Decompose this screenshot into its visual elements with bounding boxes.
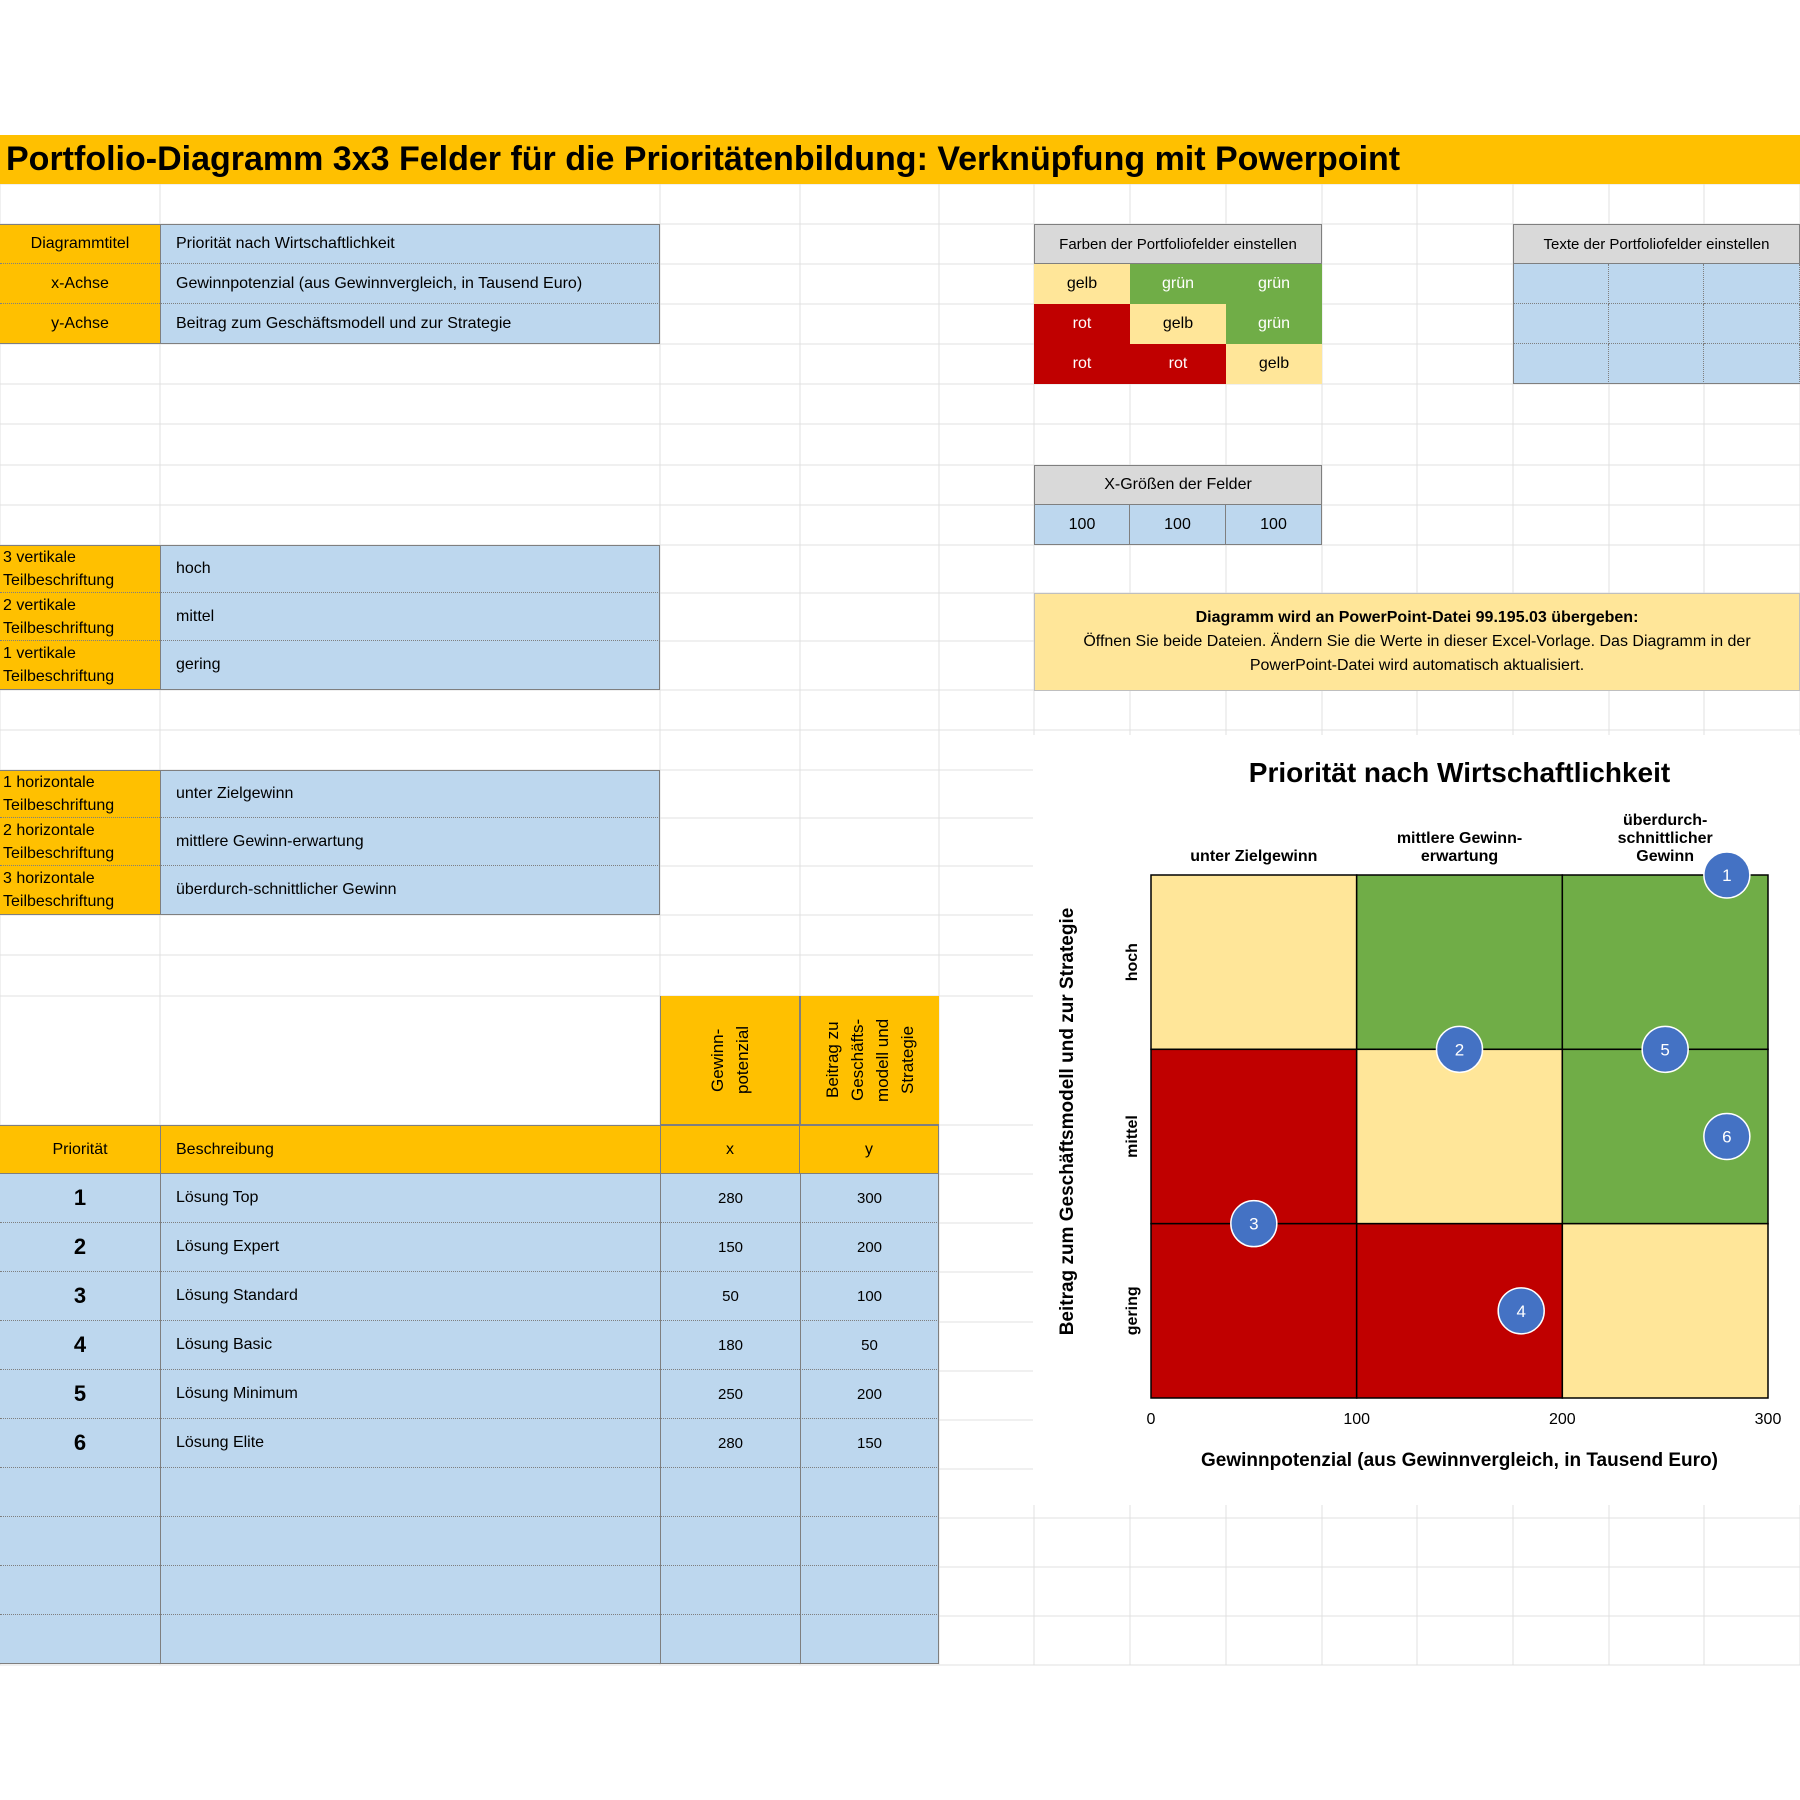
text-field-r2-c2[interactable] [1609,304,1704,344]
table-cell-x[interactable] [660,1566,800,1615]
portfolio-cell-r3-c1 [1151,1224,1357,1398]
table-cell-y[interactable]: 100 [800,1272,939,1321]
color-field-r2-c1[interactable]: rot [1034,304,1130,344]
portfolio-cell-r2-c1 [1151,1049,1357,1223]
note-line1: Diagramm wird an PowerPoint-Datei 99.195.03 übergeben: [1195,609,1639,626]
column-label-3-line-2: schnittlicher [1617,830,1713,847]
x-tick-label-300: 300 [1754,1411,1782,1428]
row-label-gering: gering [1124,1286,1141,1336]
table-cell-x[interactable]: 50 [660,1272,800,1321]
table-cell-y[interactable]: 50 [800,1321,939,1370]
table-cell-x[interactable] [660,1615,800,1664]
portfolio-cell-r1-c1 [1151,875,1357,1049]
table-cell-y[interactable]: 200 [800,1370,939,1419]
portfolio-cell-r1-c2 [1357,875,1563,1049]
column-label-2-line-2: erwartung [1420,848,1499,865]
table-cell-prio[interactable] [0,1566,160,1615]
table-cell-desc[interactable]: Lösung Basic [160,1321,660,1370]
column-label-2-line-1: mittlere Gewinn- [1396,830,1523,847]
yaxis-input[interactable]: Beitrag zum Geschäftsmodell und zur Strategie [160,304,660,344]
col-header-beitrag: Beitrag zu Geschäfts-modell und Strategie [800,996,939,1125]
x-axis-title: Gewinnpotenzial (aus Gewinnvergleich, in Tausend Euro) [1201,1450,1718,1471]
y-axis-title: Beitrag zum Geschäftsmodell und zur Strategie [1057,907,1078,1336]
table-cell-y[interactable]: 150 [800,1419,939,1468]
color-field-r1-c3[interactable]: grün [1226,264,1322,304]
chart-title: Priorität nach Wirtschaftlichkeit [1248,757,1671,788]
text-field-r2-c1[interactable] [1513,304,1609,344]
data-point-label-6: 6 [1722,1127,1732,1147]
table-cell-desc[interactable] [160,1468,660,1517]
xsizes-panel-header: X-Größen der Felder [1034,465,1322,505]
vertical-label-1 [0,641,160,690]
horizontal-label-1-line2: Teilbeschriftung [3,797,115,814]
table-cell-prio[interactable] [0,1615,160,1664]
table-cell-x[interactable]: 250 [660,1370,800,1419]
data-point-label-3: 3 [1249,1214,1259,1234]
col-header-y: y [800,1125,939,1174]
table-cell-prio[interactable]: 4 [0,1321,160,1370]
vertical-label-3-line2: Teilbeschriftung [3,572,115,589]
xsize-field-2[interactable]: 100 [1130,505,1226,545]
table-cell-desc[interactable] [160,1615,660,1664]
table-cell-prio[interactable] [0,1517,160,1566]
column-label-3-line-1: überdurch- [1622,812,1708,829]
powerpoint-note [1034,593,1800,691]
xaxis-label: x-Achse [0,264,160,304]
table-cell-prio[interactable]: 3 [0,1272,160,1321]
vertical-label-2-line1: 2 vertikale [3,596,76,614]
color-field-r3-c1[interactable]: rot [1034,344,1130,384]
text-field-r3-c1[interactable] [1513,344,1609,384]
table-cell-prio[interactable]: 5 [0,1370,160,1419]
text-field-r1-c2[interactable] [1609,264,1704,304]
horizontal-label-2-input[interactable]: mittlere Gewinn-erwartung [160,818,660,866]
row-label-hoch: hoch [1124,943,1141,982]
horizontal-label-1-input[interactable]: unter Zielgewinn [160,770,660,818]
table-cell-y[interactable] [800,1566,939,1615]
table-cell-desc[interactable] [160,1517,660,1566]
table-cell-y[interactable] [800,1615,939,1664]
horizontal-label-3 [0,866,160,915]
horizontal-label-2-line1: 2 horizontale [3,821,95,839]
table-cell-desc[interactable]: Lösung Elite [160,1419,660,1468]
table-cell-x[interactable]: 180 [660,1321,800,1370]
horizontal-label-3-line2: Teilbeschriftung [3,893,115,910]
table-cell-desc[interactable] [160,1566,660,1615]
table-cell-prio[interactable]: 6 [0,1419,160,1468]
data-point-label-5: 5 [1660,1040,1670,1060]
vertical-label-1-input[interactable]: gering [160,641,660,690]
data-point-label-2: 2 [1454,1040,1465,1060]
color-field-r2-c2[interactable]: gelb [1130,304,1226,344]
horizontal-label-2 [0,818,160,866]
table-cell-desc[interactable]: Lösung Standard [160,1272,660,1321]
portfolio-cell-r1-c3 [1562,875,1768,1049]
diagramtitle-input[interactable]: Priorität nach Wirtschaftlichkeit [160,224,660,264]
table-cell-desc[interactable]: Lösung Top [160,1174,660,1223]
text-field-r1-c3[interactable] [1704,264,1800,304]
table-cell-y[interactable] [800,1468,939,1517]
data-point-label-1: 1 [1722,866,1732,885]
portfolio-chart [1033,735,1800,1505]
note-line3: PowerPoint-Datei wird automatisch aktualisiert. [1249,657,1585,674]
table-cell-prio[interactable]: 1 [0,1174,160,1223]
x-tick-label-0: 0 [1146,1411,1156,1428]
vertical-label-2-input[interactable]: mittel [160,593,660,641]
vertical-label-3-input[interactable]: hoch [160,545,660,593]
color-field-r2-c3[interactable]: grün [1226,304,1322,344]
column-label-1-line-1: unter Zielgewinn [1190,848,1318,865]
horizontal-label-3-input[interactable]: überdurch-schnittlicher Gewinn [160,866,660,915]
table-cell-desc[interactable]: Lösung Minimum [160,1370,660,1419]
table-cell-x[interactable]: 280 [660,1419,800,1468]
table-cell-y[interactable]: 300 [800,1174,939,1223]
yaxis-label: y-Achse [0,304,160,344]
color-field-r1-c1[interactable]: gelb [1034,264,1130,304]
color-field-r1-c2[interactable]: grün [1130,264,1226,304]
table-cell-x[interactable] [660,1517,800,1566]
portfolio-cell-r2-c2 [1357,1049,1563,1223]
vertical-label-1-line2: Teilbeschriftung [3,668,115,685]
vertical-label-3-line1: 3 vertikale [3,549,76,566]
xaxis-input[interactable]: Gewinnpotenzial (aus Gewinnvergleich, in Tausend Euro) [160,264,660,304]
xsize-field-1[interactable]: 100 [1034,505,1130,545]
horizontal-label-2-line2: Teilbeschriftung [3,844,115,862]
horizontal-label-3-line1: 3 horizontale [3,870,95,887]
table-cell-x[interactable]: 280 [660,1174,800,1223]
texts-panel-header: Texte der Portfoliofelder einstellen [1513,224,1800,264]
table-cell-y[interactable]: 200 [800,1223,939,1272]
color-field-r3-c3[interactable]: gelb [1226,344,1322,384]
vertical-label-1-line1: 1 vertikale [3,645,76,662]
table-cell-x[interactable] [660,1468,800,1517]
x-tick-label-200: 200 [1548,1411,1576,1428]
table-cell-desc[interactable]: Lösung Expert [160,1223,660,1272]
vertical-label-3 [0,545,160,593]
col-header-prioritaet: Priorität [0,1125,160,1174]
note-line2: Öffnen Sie beide Dateien. Ändern Sie die Werte in dieser Excel-Vorlage. Das Diagramm in der [1083,633,1751,650]
text-field-r1-c1[interactable] [1513,264,1609,304]
col-header-gewinnpotenzial: Gewinn-potenzial [660,996,800,1125]
column-label-3-line-3: Gewinn [1636,848,1695,865]
diagramtitle-label: Diagrammtitel [0,224,160,264]
text-field-r3-c2[interactable] [1609,344,1704,384]
text-field-r2-c3[interactable] [1704,304,1800,344]
vertical-label-2-line2: Teilbeschriftung [3,619,115,637]
col-header-beschreibung: Beschreibung [160,1125,660,1174]
horizontal-label-1-line1: 1 horizontale [3,774,95,791]
vertical-label-2 [0,593,160,641]
table-cell-prio[interactable] [0,1468,160,1517]
colors-panel-header: Farben der Portfoliofelder einstellen [1034,224,1322,264]
row-label-mittel: mittel [1124,1115,1141,1158]
portfolio-cell-r3-c3 [1562,1224,1768,1398]
table-cell-prio[interactable]: 2 [0,1223,160,1272]
page-title: Portfolio-Diagramm 3x3 Felder für die Prioritätenbildung: Verknüpfung mit Powerpoint [0,135,1800,184]
x-tick-label-100: 100 [1343,1411,1371,1428]
table-cell-y[interactable] [800,1517,939,1566]
color-field-r3-c2[interactable]: rot [1130,344,1226,384]
table-cell-x[interactable]: 150 [660,1223,800,1272]
data-point-label-4: 4 [1516,1301,1526,1321]
col-header-x: x [660,1125,800,1174]
xsize-field-3[interactable]: 100 [1226,505,1322,545]
horizontal-label-1 [0,770,160,818]
text-field-r3-c3[interactable] [1704,344,1800,384]
